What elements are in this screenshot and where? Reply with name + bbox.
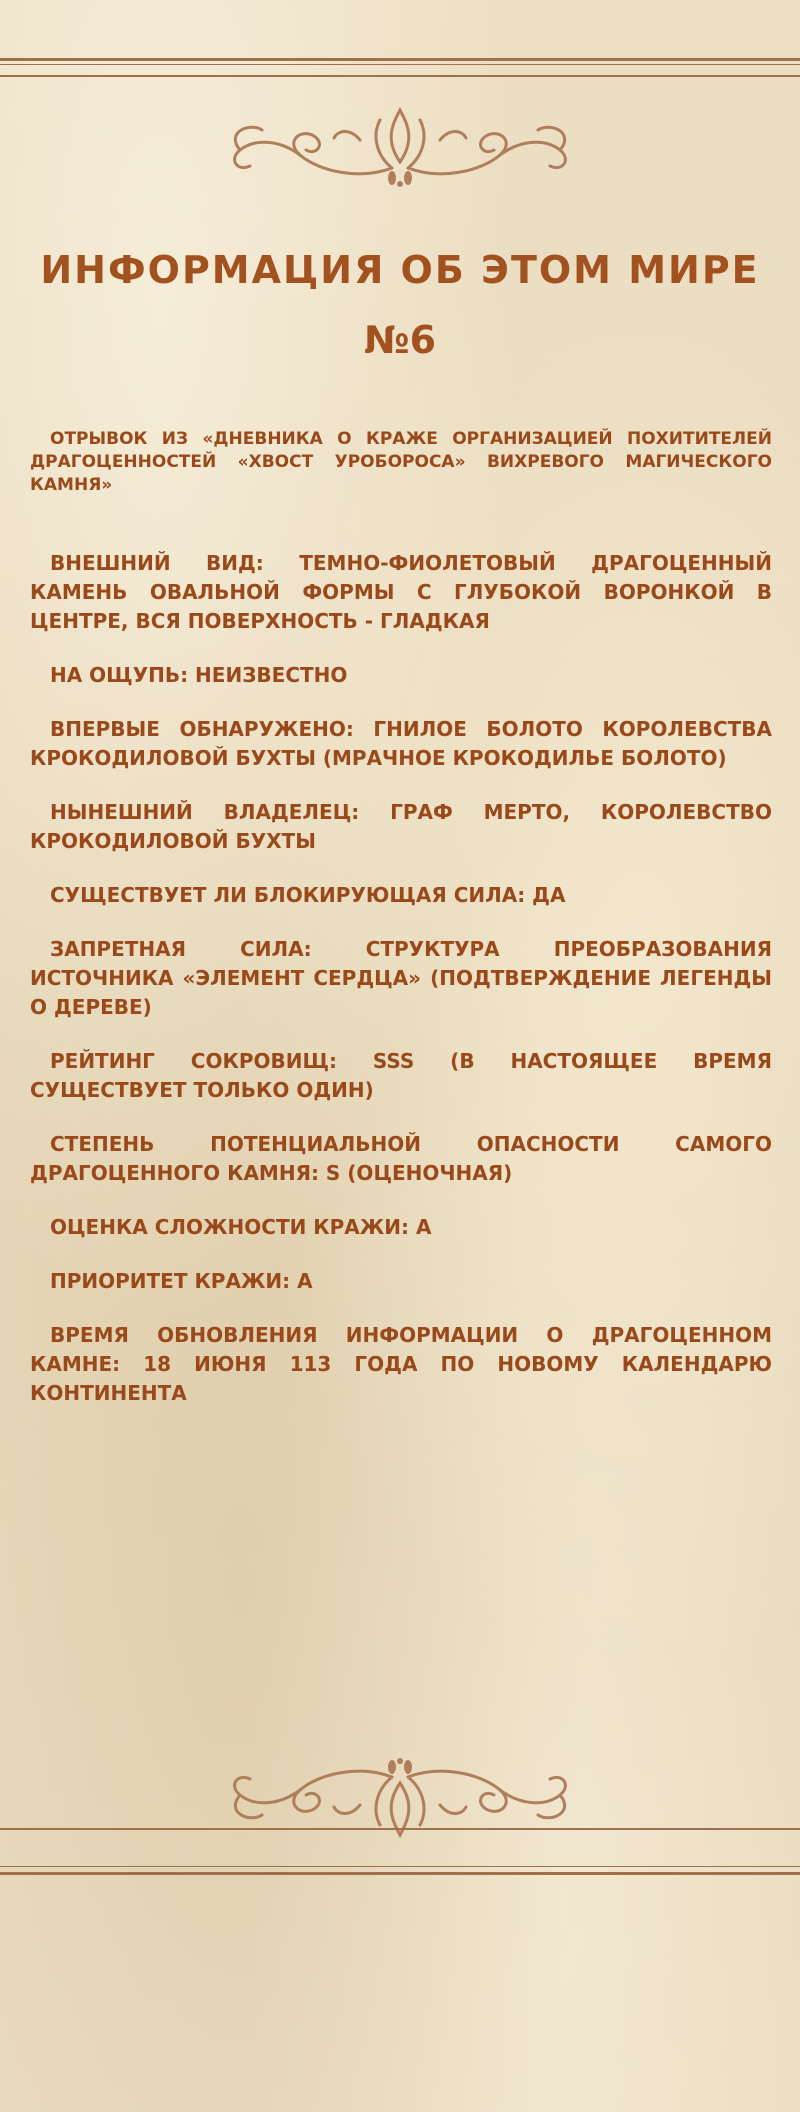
info-entry-blocking-power: СУЩЕСТВУЕТ ЛИ БЛОКИРУЮЩАЯ СИЛА: ДА xyxy=(50,883,566,907)
info-entry-first-found: ВПЕРВЫЕ ОБНАРУЖЕНО: ГНИЛОЕ БОЛОТО КОРОЛЕВСТВА КРОКОДИЛОВОЙ БУХТЫ (МРАЧНОЕ КРОКОДИЛЬЕ БОЛОТО) xyxy=(30,717,772,770)
info-entry-owner: НЫНЕШНИЙ ВЛАДЕЛЕЦ: ГРАФ МЕРТО, КОРОЛЕВСТВО КРОКОДИЛОВОЙ БУХТЫ xyxy=(30,800,772,853)
info-entry-appearance: ВНЕШНИЙ ВИД: ТЕМНО-ФИОЛЕТОВЫЙ ДРАГОЦЕННЫЙ КАМЕНЬ ОВАЛЬНОЙ ФОРМЫ С ГЛУБОКОЙ ВОРОНКОЙ В ЦЕНТРЕ, ВСЯ ПОВЕРХНОСТЬ - ГЛАДКАЯ xyxy=(30,551,772,633)
info-entry-danger-level: СТЕПЕНЬ ПОТЕНЦИАЛЬНОЙ ОПАСНОСТИ САМОГО ДРАГОЦЕННОГО КАМНЯ: S (ОЦЕНОЧНАЯ) xyxy=(30,1132,772,1185)
top-scroll-ornament-icon xyxy=(0,100,800,190)
info-entry-update-time: ВРЕМЯ ОБНОВЛЕНИЯ ИНФОРМАЦИИ О ДРАГОЦЕННОМ КАМНЕ: 18 ИЮНЯ 113 ГОДА ПО НОВОМУ КАЛЕНДАРЮ КОНТИНЕНТА xyxy=(30,1323,772,1405)
bottom-border-line-2 xyxy=(0,1866,800,1867)
page-title: ИНФОРМАЦИЯ ОБ ЭТОМ МИРЕ xyxy=(40,248,760,292)
entry-number: №6 xyxy=(363,318,437,362)
bottom-border-line-1 xyxy=(0,1828,800,1830)
content-body xyxy=(30,428,772,1433)
info-entry-treasure-rating: РЕЙТИНГ СОКРОВИЩ: SSS (В НАСТОЯЩЕЕ ВРЕМЯ СУЩЕСТВУЕТ ТОЛЬКО ОДИН) xyxy=(30,1049,772,1102)
info-entry-forbidden-power: ЗАПРЕТНАЯ СИЛА: СТРУКТУРА ПРЕОБРАЗОВАНИЯ ИСТОЧНИКА «ЭЛЕМЕНТ СЕРДЦА» (ПОДТВЕРЖДЕНИЕ ЛЕГЕНДЫ О ДЕРЕВЕ) xyxy=(30,937,772,1019)
bottom-border-line-3 xyxy=(0,1872,800,1875)
top-border-line-2 xyxy=(0,64,800,65)
intro-text: ОТРЫВОК ИЗ «ДНЕВНИКА О КРАЖЕ ОРГАНИЗАЦИЕЙ ПОХИТИТЕЛЕЙ ДРАГОЦЕННОСТЕЙ «ХВОСТ УРОБОРОСА» ВИХРЕВОГО МАГИЧЕСКОГО КАМНЯ» xyxy=(30,429,772,495)
info-entry-touch: НА ОЩУПЬ: НЕИЗВЕСТНО xyxy=(50,663,348,687)
bottom-scroll-ornament-icon xyxy=(0,1755,800,1845)
info-entry-theft-priority: ПРИОРИТЕТ КРАЖИ: А xyxy=(50,1269,313,1293)
info-entry-theft-difficulty: ОЦЕНКА СЛОЖНОСТИ КРАЖИ: А xyxy=(50,1215,432,1239)
top-border-line-3 xyxy=(0,75,800,77)
top-border-line-1 xyxy=(0,58,800,61)
